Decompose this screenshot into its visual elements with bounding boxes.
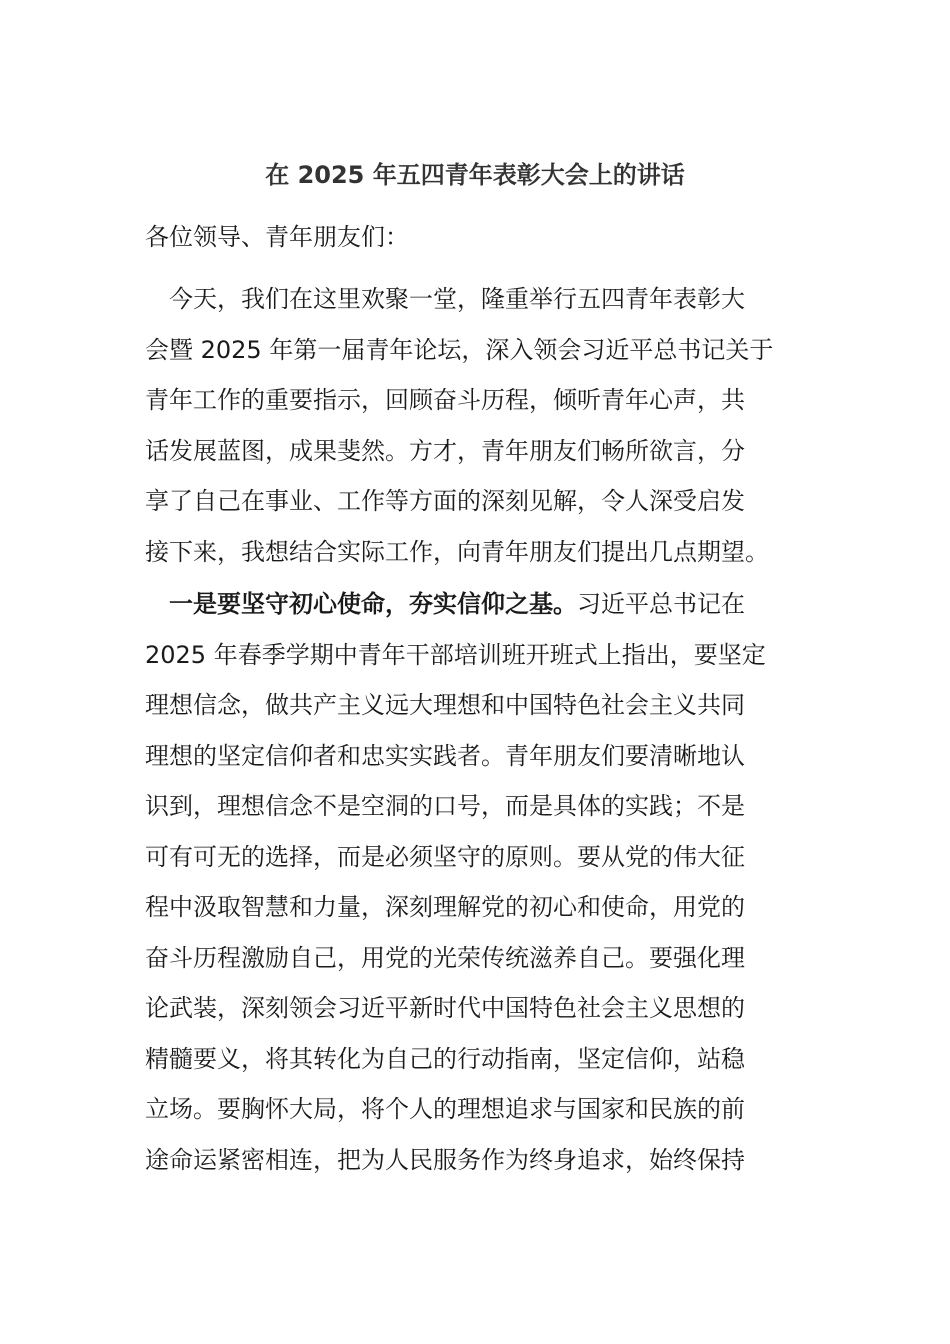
paragraph-line: 会暨 2025 年第一届青年论坛，深入领会习近平总书记关于 (145, 335, 774, 364)
paragraph-first-line (145, 579, 811, 630)
paragraph-line: 2025 年春季学期中青年干部培训班开班式上指出，要坚定 (145, 640, 766, 669)
paragraph-line: 今天，我们在这里欢聚一堂，隆重举行五四青年表彰大 (145, 285, 745, 313)
paragraph-line: 青年工作的重要指示，回顾奋斗历程，倾听青年心声，共 (145, 386, 745, 414)
first-line-text: 习近平总书记在 (577, 590, 745, 618)
paragraph-line: 享了自己在事业、工作等方面的深刻见解，令人深受启发 (145, 487, 745, 515)
paragraph-line: 奋斗历程激励自己，用党的光荣传统滋养自己。要强化理 (145, 943, 745, 972)
paragraph-line: 识到，理想信念不是空洞的口号，而是具体的实践；不是 (145, 792, 745, 820)
paragraph-line: 立场。要胸怀大局，将个人的理想追求与国家和民族的前 (145, 1095, 745, 1123)
paragraph-line: 理想信念，做共产主义远大理想和中国特色社会主义共同 (145, 691, 745, 719)
paragraph-line: 接下来，我想结合实际工作，向青年朋友们提出几点期望。 (145, 537, 769, 566)
paragraph-line: 理想的坚定信仰者和忠实实践者。青年朋友们要清晰地认 (145, 741, 745, 770)
paragraph-point-one (145, 579, 811, 1185)
salutation: 各位领导、青年朋友们： (145, 223, 409, 251)
document-title: 在 2025 年五四青年表彰大会上的讲话 (265, 161, 685, 189)
paragraph-line: 程中汲取智慧和力量，深刻理解党的初心和使命，用党的 (145, 893, 745, 921)
paragraph-line: 精髓要义，将其转化为自己的行动指南，坚定信仰，站稳 (145, 1044, 745, 1073)
paragraph-opening (145, 274, 811, 577)
section-heading: 一是要坚守初心使命，夯实信仰之基。 (145, 590, 577, 618)
paragraph-line: 可有可无的选择，而是必须坚守的原则。要从党的伟大征 (145, 842, 745, 871)
paragraph-line: 论武装，深刻领会习近平新时代中国特色社会主义思想的 (145, 994, 745, 1022)
paragraph-line: 途命运紧密相连，把为人民服务作为终身追求，始终保持 (145, 1145, 745, 1174)
paragraph-line: 话发展蓝图，成果斐然。方才，青年朋友们畅所欲言，分 (145, 436, 745, 465)
